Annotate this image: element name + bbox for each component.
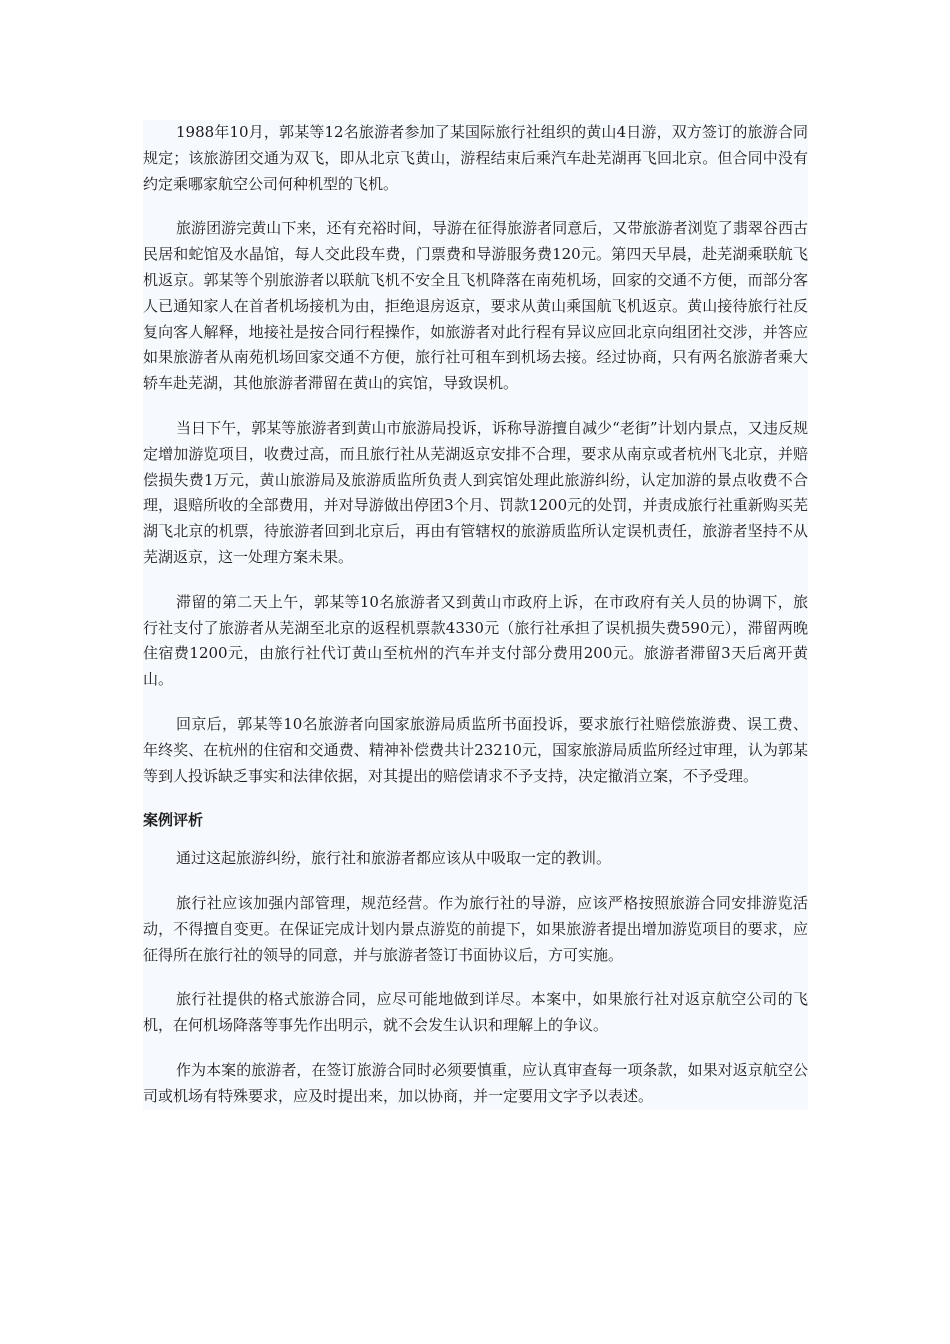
case-paragraph-3: 当日下午，郭某等旅游者到黄山市旅游局投诉，诉称导游擅自减少“老街”计划内景点，又违反规定增加游览项目，收费过高，而且旅行社从芜湖返京安排不合理，要求从南京或者杭州飞北京，并赔偿损失费1万元，黄山旅游局及旅游质监所负责人到宾馆处理此旅游纠纷，认定加游的景点收费不合理，退赔所收的全部费用，并对导游做出停团3个月、罚款1200元的处罚，并责成旅行社重新购买芜湖飞北京的机票，待旅游者回到北京后，再由有管辖权的旅游质监所认定误机责任，旅游者坚持不从芜湖返京，这一处理方案未果。 [143,418,808,566]
analysis-paragraph-1: 通过这起旅游纠纷，旅行社和旅游者都应该从中吸取一定的教训。 [176,849,612,868]
analysis-paragraph-2: 旅行社应该加强内部管理，规范经营。作为旅行社的导游，应该严格按照旅游合同安排游览活动，不得擅自变更。在保证完成计划内景点游览的前提下，如果旅游者提出增加游览项目的要求，应征得所在旅行社的领导的同意，并与旅游者签订书面协议后，方可实施。 [143,893,808,964]
case-paragraph-2: 旅游团游完黄山下来，还有充裕时间，导游在征得旅游者同意后，又带旅游者浏览了翡翠谷西古民居和蛇馆及水晶馆，每人交此段车费，门票费和导游服务费120元。第四天早晨，赴芜湖乘联航飞机返京。郭某等个别旅游者以联航飞机不安全且飞机降落在南苑机场，回家的交通不方便，而部分客人已通知家人在首者机场接机为由，拒绝退房返京，要求从黄山乘国航飞机返京。黄山接待旅行社反复向客人解释，地接社是按合同行程操作，如旅游者对此行程有异议应回北京向组团社交涉，并答应如果旅游者从南苑机场回家交通不方便，旅行社可租车到机场去接。经过协商，只有两名旅游者乘大轿车赴芜湖，其他旅游者滞留在黄山的宾馆，导致误机。 [143,219,808,393]
case-paragraph-4: 滞留的第二天上午，郭某等10名旅游者又到黄山市政府上诉，在市政府有关人员的协调下，旅行社支付了旅游者从芜湖至北京的返程机票款4330元（旅行社承担了误机损失费590元），滞留两晚住宿费1200元，由旅行社代订黄山至杭州的汽车并支付部分费用200元。旅游者滞留3天后离开黄山。 [143,592,808,689]
analysis-paragraph-3: 旅行社提供的格式旅游合同，应尽可能地做到详尽。本案中，如果旅行社对返京航空公司的飞机，在何机场降落等事先作出明示，就不会发生认识和理解上的争议。 [143,990,808,1035]
analysis-paragraph-4: 作为本案的旅游者，在签订旅游合同时必须要慎重，应认真审查每一项条款，如果对返京航空公司或机场有特殊要求，应及时提出来，加以协商，并一定要用文字予以表述。 [143,1060,808,1105]
case-paragraph-1: 1988年10月，郭某等12名旅游者参加了某国际旅行社组织的黄山4日游，双方签订的旅游合同规定；该旅游团交通为双飞，即从北京飞黄山，游程结束后乘汽车赴芜湖再飞回北京。但合同中没有约定乘哪家航空公司何种机型的飞机。 [143,123,808,193]
case-paragraph-5: 回京后，郭某等10名旅游者向国家旅游局质监所书面投诉，要求旅行社赔偿旅游费、误工费、年终奖、在杭州的住宿和交通费、精神补偿费共计23210元，国家旅游局质监所经过审理，认为郭某等到人投诉缺乏事实和法律依据，对其提出的赔偿请求不予支持，决定撤消立案，不予受理。 [143,714,808,785]
article-body [143,120,808,1110]
analysis-heading: 案例评析 [143,811,204,830]
